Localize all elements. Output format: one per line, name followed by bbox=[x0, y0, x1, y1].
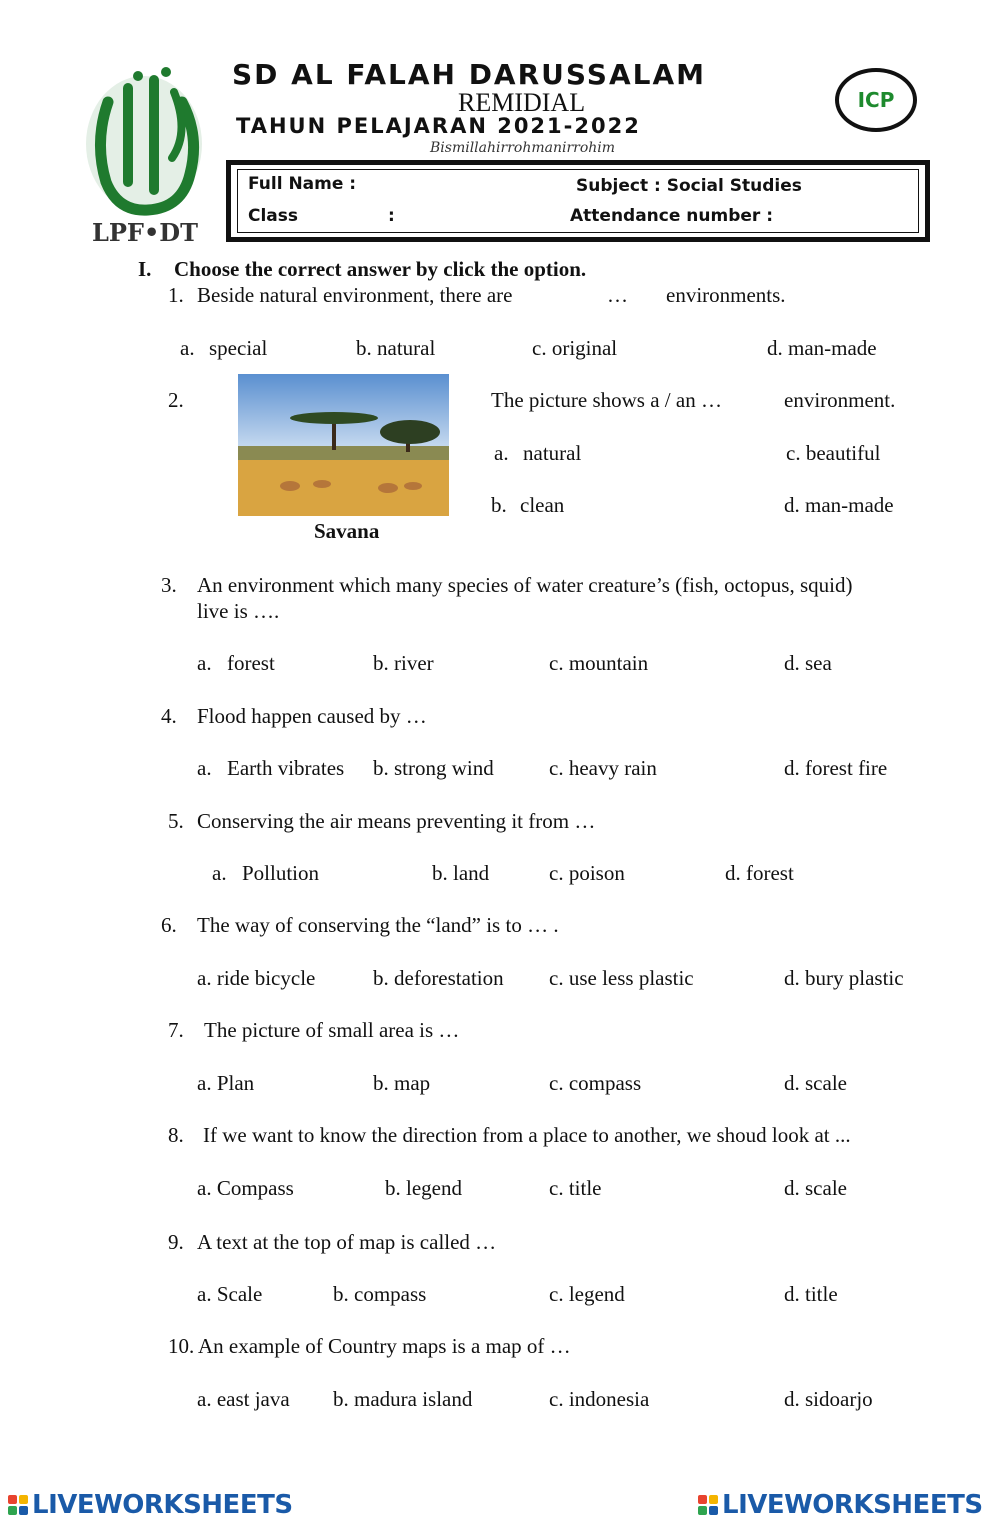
option-letter[interactable]: a. bbox=[197, 651, 212, 675]
question-number: 1. bbox=[168, 283, 184, 307]
class-colon: : bbox=[388, 206, 395, 226]
option-c[interactable]: c. original bbox=[532, 336, 618, 360]
option-a[interactable]: a. Plan bbox=[197, 1071, 255, 1095]
question-text: Flood happen caused by … bbox=[197, 704, 427, 728]
question-text: Conserving the air means preventing it from … bbox=[197, 809, 596, 833]
brand-text: LIVEWORKSHEETS bbox=[722, 1490, 983, 1520]
question-number: 8. bbox=[168, 1123, 184, 1147]
option-b[interactable]: b. compass bbox=[333, 1282, 427, 1306]
option-a[interactable]: natural bbox=[523, 441, 582, 465]
option-a[interactable]: Pollution bbox=[242, 861, 320, 885]
option-letter[interactable]: a. bbox=[180, 336, 195, 360]
question-text: The way of conserving the “land” is to … . bbox=[197, 913, 559, 937]
liveworksheets-icon bbox=[8, 1495, 28, 1515]
liveworksheets-icon bbox=[698, 1495, 718, 1515]
option-a[interactable]: Earth vibrates bbox=[227, 756, 345, 780]
option-d[interactable]: d. sea bbox=[784, 651, 832, 675]
option-d[interactable]: d. sidoarjo bbox=[784, 1387, 873, 1411]
student-info-box bbox=[226, 160, 930, 242]
question-text: Beside natural environment, there are bbox=[197, 283, 513, 307]
option-b[interactable]: b. deforestation bbox=[373, 966, 504, 990]
liveworksheets-logo-left[interactable] bbox=[8, 1490, 293, 1520]
option-b[interactable]: b. strong wind bbox=[373, 756, 494, 780]
option-c[interactable]: c. title bbox=[549, 1176, 602, 1200]
question-number: 4. bbox=[161, 704, 177, 728]
academic-year: TAHUN PELAJARAN 2021-2022 bbox=[236, 114, 641, 138]
option-d[interactable]: d. bury plastic bbox=[784, 966, 904, 990]
logo-caption: LPF•DT bbox=[92, 218, 198, 247]
option-c[interactable]: c. beautiful bbox=[786, 441, 881, 465]
option-b[interactable]: b. land bbox=[432, 861, 490, 885]
class-label: Class bbox=[248, 206, 299, 226]
question-text: If we want to know the direction from a place to another, we shoud look at ... bbox=[203, 1123, 851, 1147]
option-a[interactable]: a. east java bbox=[197, 1387, 290, 1411]
question-text: An example of Country maps is a map of … bbox=[198, 1334, 571, 1358]
icp-badge: ICP bbox=[835, 68, 917, 132]
option-c[interactable]: c. compass bbox=[549, 1071, 642, 1095]
question-text: The picture of small area is … bbox=[204, 1018, 460, 1042]
option-b[interactable]: b. natural bbox=[356, 336, 436, 360]
option-c[interactable]: c. heavy rain bbox=[549, 756, 657, 780]
question-number: 9. bbox=[168, 1230, 184, 1254]
question-number: 3. bbox=[161, 573, 177, 597]
full-name-label: Full Name : bbox=[248, 174, 357, 194]
brand-text: LIVEWORKSHEETS bbox=[32, 1490, 293, 1520]
savana-image bbox=[238, 374, 449, 516]
question-text: A text at the top of map is called … bbox=[197, 1230, 497, 1254]
option-letter[interactable]: a. bbox=[212, 861, 227, 885]
image-caption: Savana bbox=[314, 519, 380, 543]
option-letter[interactable]: b. bbox=[491, 493, 507, 517]
option-letter[interactable]: a. bbox=[494, 441, 509, 465]
option-d[interactable]: d. man-made bbox=[784, 493, 894, 517]
option-d[interactable]: d. scale bbox=[784, 1071, 847, 1095]
option-d[interactable]: d. scale bbox=[784, 1176, 847, 1200]
school-name: SD AL FALAH DARUSSALAM bbox=[232, 58, 707, 91]
question-text-after: environment. bbox=[784, 388, 896, 412]
bismillah: Bismillahirrohmanirrohim bbox=[430, 140, 616, 156]
subject-label: Subject : Social Studies bbox=[576, 176, 802, 196]
option-a[interactable]: special bbox=[209, 336, 268, 360]
option-c[interactable]: c. poison bbox=[549, 861, 625, 885]
option-d[interactable]: d. man-made bbox=[767, 336, 877, 360]
liveworksheets-logo-right[interactable] bbox=[698, 1490, 983, 1520]
option-d[interactable]: d. forest bbox=[725, 861, 794, 885]
question-text: An environment which many species of water creature’s (fish, octopus, squid) bbox=[197, 573, 853, 597]
question-text: The picture shows a / an … bbox=[491, 388, 722, 412]
option-b[interactable]: b. madura island bbox=[333, 1387, 473, 1411]
option-a[interactable]: a. ride bicycle bbox=[197, 966, 316, 990]
option-c[interactable]: c. mountain bbox=[549, 651, 649, 675]
question-text-line2: live is …. bbox=[197, 599, 280, 623]
question-number: 7. bbox=[168, 1018, 184, 1042]
attendance-label: Attendance number : bbox=[570, 206, 774, 226]
option-c[interactable]: c. legend bbox=[549, 1282, 625, 1306]
exam-type: REMIDIAL bbox=[458, 88, 586, 117]
question-number: 6. bbox=[161, 913, 177, 937]
option-a[interactable]: a. Scale bbox=[197, 1282, 263, 1306]
section-instruction: Choose the correct answer by click the option. bbox=[174, 257, 587, 281]
question-number: 2. bbox=[168, 388, 184, 412]
option-letter[interactable]: a. bbox=[197, 756, 212, 780]
question-number: 5. bbox=[168, 809, 184, 833]
option-c[interactable]: c. use less plastic bbox=[549, 966, 694, 990]
question-number: 10. bbox=[168, 1334, 195, 1358]
option-a[interactable]: forest bbox=[227, 651, 275, 675]
question-blank: … bbox=[607, 283, 628, 307]
question-text-after: environments. bbox=[666, 283, 786, 307]
option-b[interactable]: b. legend bbox=[385, 1176, 462, 1200]
option-b[interactable]: b. map bbox=[373, 1071, 431, 1095]
option-b[interactable]: clean bbox=[520, 493, 565, 517]
option-d[interactable]: d. forest fire bbox=[784, 756, 888, 780]
option-d[interactable]: d. title bbox=[784, 1282, 838, 1306]
option-b[interactable]: b. river bbox=[373, 651, 434, 675]
option-c[interactable]: c. indonesia bbox=[549, 1387, 650, 1411]
section-number: I. bbox=[138, 257, 152, 281]
option-a[interactable]: a. Compass bbox=[197, 1176, 294, 1200]
